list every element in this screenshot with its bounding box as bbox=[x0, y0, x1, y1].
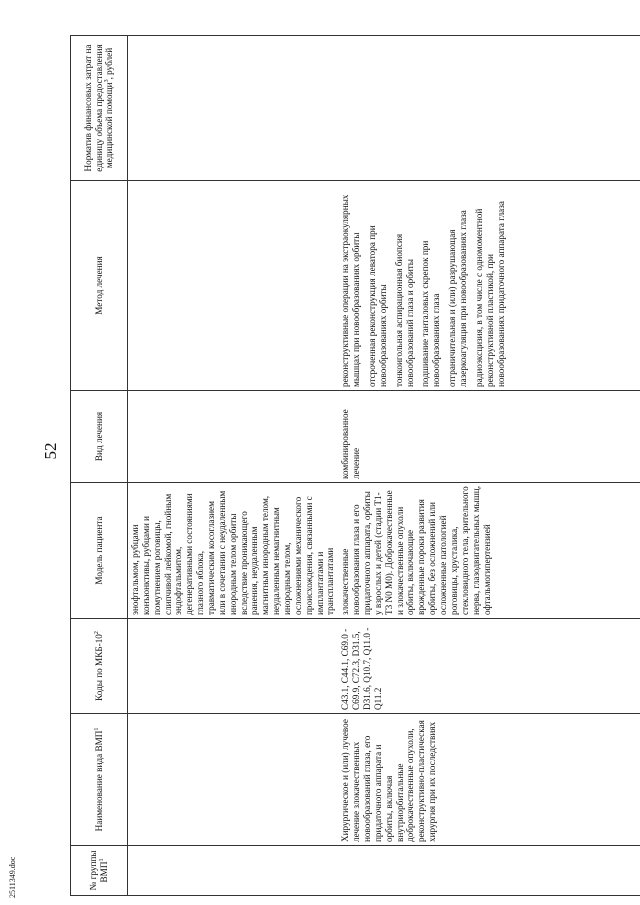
cell-patient-model: энофтальмом, рубцами конъюнктивы, рубцами и помутнением роговицы, слипчивой лейкомой, гнойным эндофтальмитом, дегенеративными состояниями глазного яблока, травматическим косоглазием или в сочетании с неудаленным инородным телом орбиты вследствие проникающего ранения, неудаленным магнитным инородным телом, неудаленным немагнитным инородным телом, осложнениями механического происхождения, связанными с имплантатами и трансплантатами bbox=[128, 483, 339, 619]
header-icd-codes: Коды по МКБ-$10^2$ bbox=[71, 619, 128, 714]
method-item: отсроченная реконструкция леватора при новообразованиях орбиты bbox=[367, 225, 388, 387]
method-item: реконструктивные операции на экстраокулярных мышцах при новообразованиях орбиты bbox=[340, 194, 362, 387]
cell-patient-model: злокачественные новообразования глаза и его придаточного аппарата, орбиты у взрослых и детей (стадии T1-T3 N0 M0). Доброкачественные и злокачественные опухоли орбиты, включающие врожденные пороки развития орбиты, без осложнений или осложненные патологией роговицы, хрусталика, стекловидного тела, зрительного нерва, глазодвигательных мышц, офтальмогипертензией bbox=[338, 483, 640, 619]
header-patient-model: Модель пациента bbox=[71, 483, 128, 619]
page-number: 52 bbox=[41, 442, 60, 460]
cell-treatment-type bbox=[128, 391, 339, 483]
vmp-table bbox=[70, 35, 640, 896]
header-group-no: № группы ВМП$^1$ bbox=[71, 846, 128, 896]
cell-icd-codes: C43.1, C44.1, C69.0 - C69.9, C72.3, D31.5, D31.6, Q10.7, Q11.0 - Q11.2 bbox=[338, 619, 640, 714]
cell-type-name: Хирургическое и (или) лучевое лечение злокачественных новообразований глаза, его придаточного аппарата и орбиты, включая внутриорбитальные доброкачественные опухоли, реконструктивно-пластическая хирургия при их последствиях bbox=[338, 714, 640, 846]
cell-treatment-method bbox=[128, 181, 339, 391]
cell-treatment-type: комбинированное лечение bbox=[338, 391, 640, 483]
cell-cost-norm bbox=[128, 36, 339, 181]
table-row bbox=[338, 36, 640, 896]
cell-treatment-method bbox=[338, 181, 640, 391]
header-cost-norm: Норматив финансовых затрат на единицу объема предоставления медицинской помощи$^3$, рублей bbox=[71, 36, 128, 181]
table-header-row bbox=[71, 36, 128, 896]
cell-cost-norm bbox=[338, 36, 640, 181]
method-item: подшивание танталовых скрепок при новообразованиях глаза bbox=[420, 240, 442, 387]
cell-group-no bbox=[128, 846, 339, 896]
method-item: отграничительная и (или) разрушающая лазеркоагуляция при новообразованиях глаза bbox=[447, 210, 469, 387]
rotated-content bbox=[70, 36, 625, 896]
cell-icd-codes bbox=[128, 619, 339, 714]
cell-group-no bbox=[338, 846, 640, 896]
header-type-name: Наименование вида ВМП$^1$ bbox=[71, 714, 128, 846]
header-treatment-method: Метод лечения bbox=[71, 181, 128, 391]
method-item: тонкоигольная аспирационная биопсия новообразований глаза и орбиты bbox=[393, 233, 415, 387]
cell-type-name bbox=[128, 714, 339, 846]
header-treatment-type: Вид лечения bbox=[71, 391, 128, 483]
footer-filename: 2511349.doc bbox=[8, 856, 17, 898]
method-item: радиоэксцизия, в том числе с одномоментной реконструктивной пластикой, при новообразованиях придаточного аппарата глаза bbox=[473, 201, 506, 387]
table-row bbox=[128, 36, 339, 896]
